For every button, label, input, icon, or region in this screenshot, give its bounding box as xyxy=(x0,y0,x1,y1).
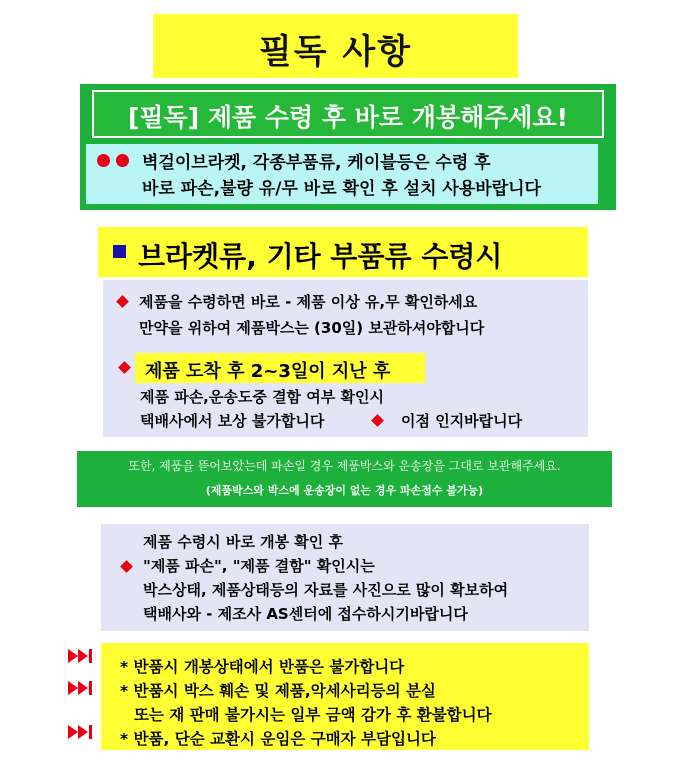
notice-heading: [필독] 제품 수령 후 바로 개봉해주세요! xyxy=(127,103,569,132)
notice-line-1: 벽걸이브라켓, 각종부품류, 케이블등은 수령 후 xyxy=(142,153,491,173)
title-banner xyxy=(153,14,518,78)
damage-line-2: "제품 파손", "제품 결함" 확인시는 xyxy=(143,557,375,575)
item1-line-2: 만약을 위하여 제품박스는 (30일) 보관하셔야합니다 xyxy=(139,319,485,337)
return-line-4: * 반품, 단순 교환시 운임은 구매자 부담입니다 xyxy=(120,730,436,748)
notice-line-2: 바로 파손,불량 유/무 바로 확인 후 설치 사용바랍니다 xyxy=(142,179,541,199)
notice-heading-box xyxy=(92,90,604,138)
arrival-highlight xyxy=(135,353,425,383)
red-diamond-icon xyxy=(116,295,129,308)
return-line-3: 또는 재 판매 불가시는 일부 금액 감가 후 환불합니다 xyxy=(134,706,492,724)
item1-line-1: 제품을 수령하면 바로 - 제품 이상 유,무 확인하세요 xyxy=(139,293,478,311)
red-diamond-icon xyxy=(371,414,384,427)
damage-line-3: 박스상태, 제품상태등의 자료를 사진으로 많이 확보하여 xyxy=(143,581,509,599)
damage-section xyxy=(101,524,589,631)
fast-forward-icon xyxy=(67,648,97,664)
damage-line-4: 택배사와 - 제조사 AS센터에 접수하시기바랍니다 xyxy=(143,605,468,623)
arrival-highlight-text: 제품 도착 후 2~3일이 지난 후 xyxy=(145,361,391,382)
return-policy-section xyxy=(101,643,589,750)
return-line-2: * 반품시 박스 훼손 및 제품,악세사리등의 분실 xyxy=(120,682,436,700)
red-diamond-icon xyxy=(118,361,131,374)
item2-line-2: 택배사에서 보상 불가합니다 xyxy=(140,412,325,430)
red-diamond-icon xyxy=(120,560,133,573)
fast-forward-icon xyxy=(67,680,97,696)
blue-square-icon xyxy=(113,245,126,258)
red-dot-icon xyxy=(116,154,129,167)
notice-detail-box xyxy=(86,144,598,204)
item2-line-2-tail: 이점 인지바랍니다 xyxy=(401,412,523,430)
return-line-1: * 반품시 개봉상태에서 반품은 불가합니다 xyxy=(120,658,405,676)
damage-line-1: 제품 수령시 바로 개봉 확인 후 xyxy=(143,533,343,551)
box-keep-notice xyxy=(77,451,612,507)
fast-forward-icon xyxy=(67,724,97,740)
box-keep-line-2: (제품박스와 박스에 운송장이 없는 경우 파손접수 불가능) xyxy=(205,484,484,497)
page-title: 필독 사항 xyxy=(258,32,413,72)
bracket-section-heading: 브라켓류, 기타 부품류 수령시 xyxy=(138,240,503,273)
bracket-section-header xyxy=(98,227,588,277)
notice-block xyxy=(80,84,616,210)
box-keep-line-1: 또한, 제품을 뜯어보았는데 파손일 경우 제품박스와 운송장을 그대로 보관해주세요. xyxy=(128,459,561,473)
item2-line-1: 제품 파손,운송도중 결함 여부 확인시 xyxy=(140,388,384,406)
bracket-section-body xyxy=(103,280,588,437)
red-dot-icon xyxy=(97,154,110,167)
